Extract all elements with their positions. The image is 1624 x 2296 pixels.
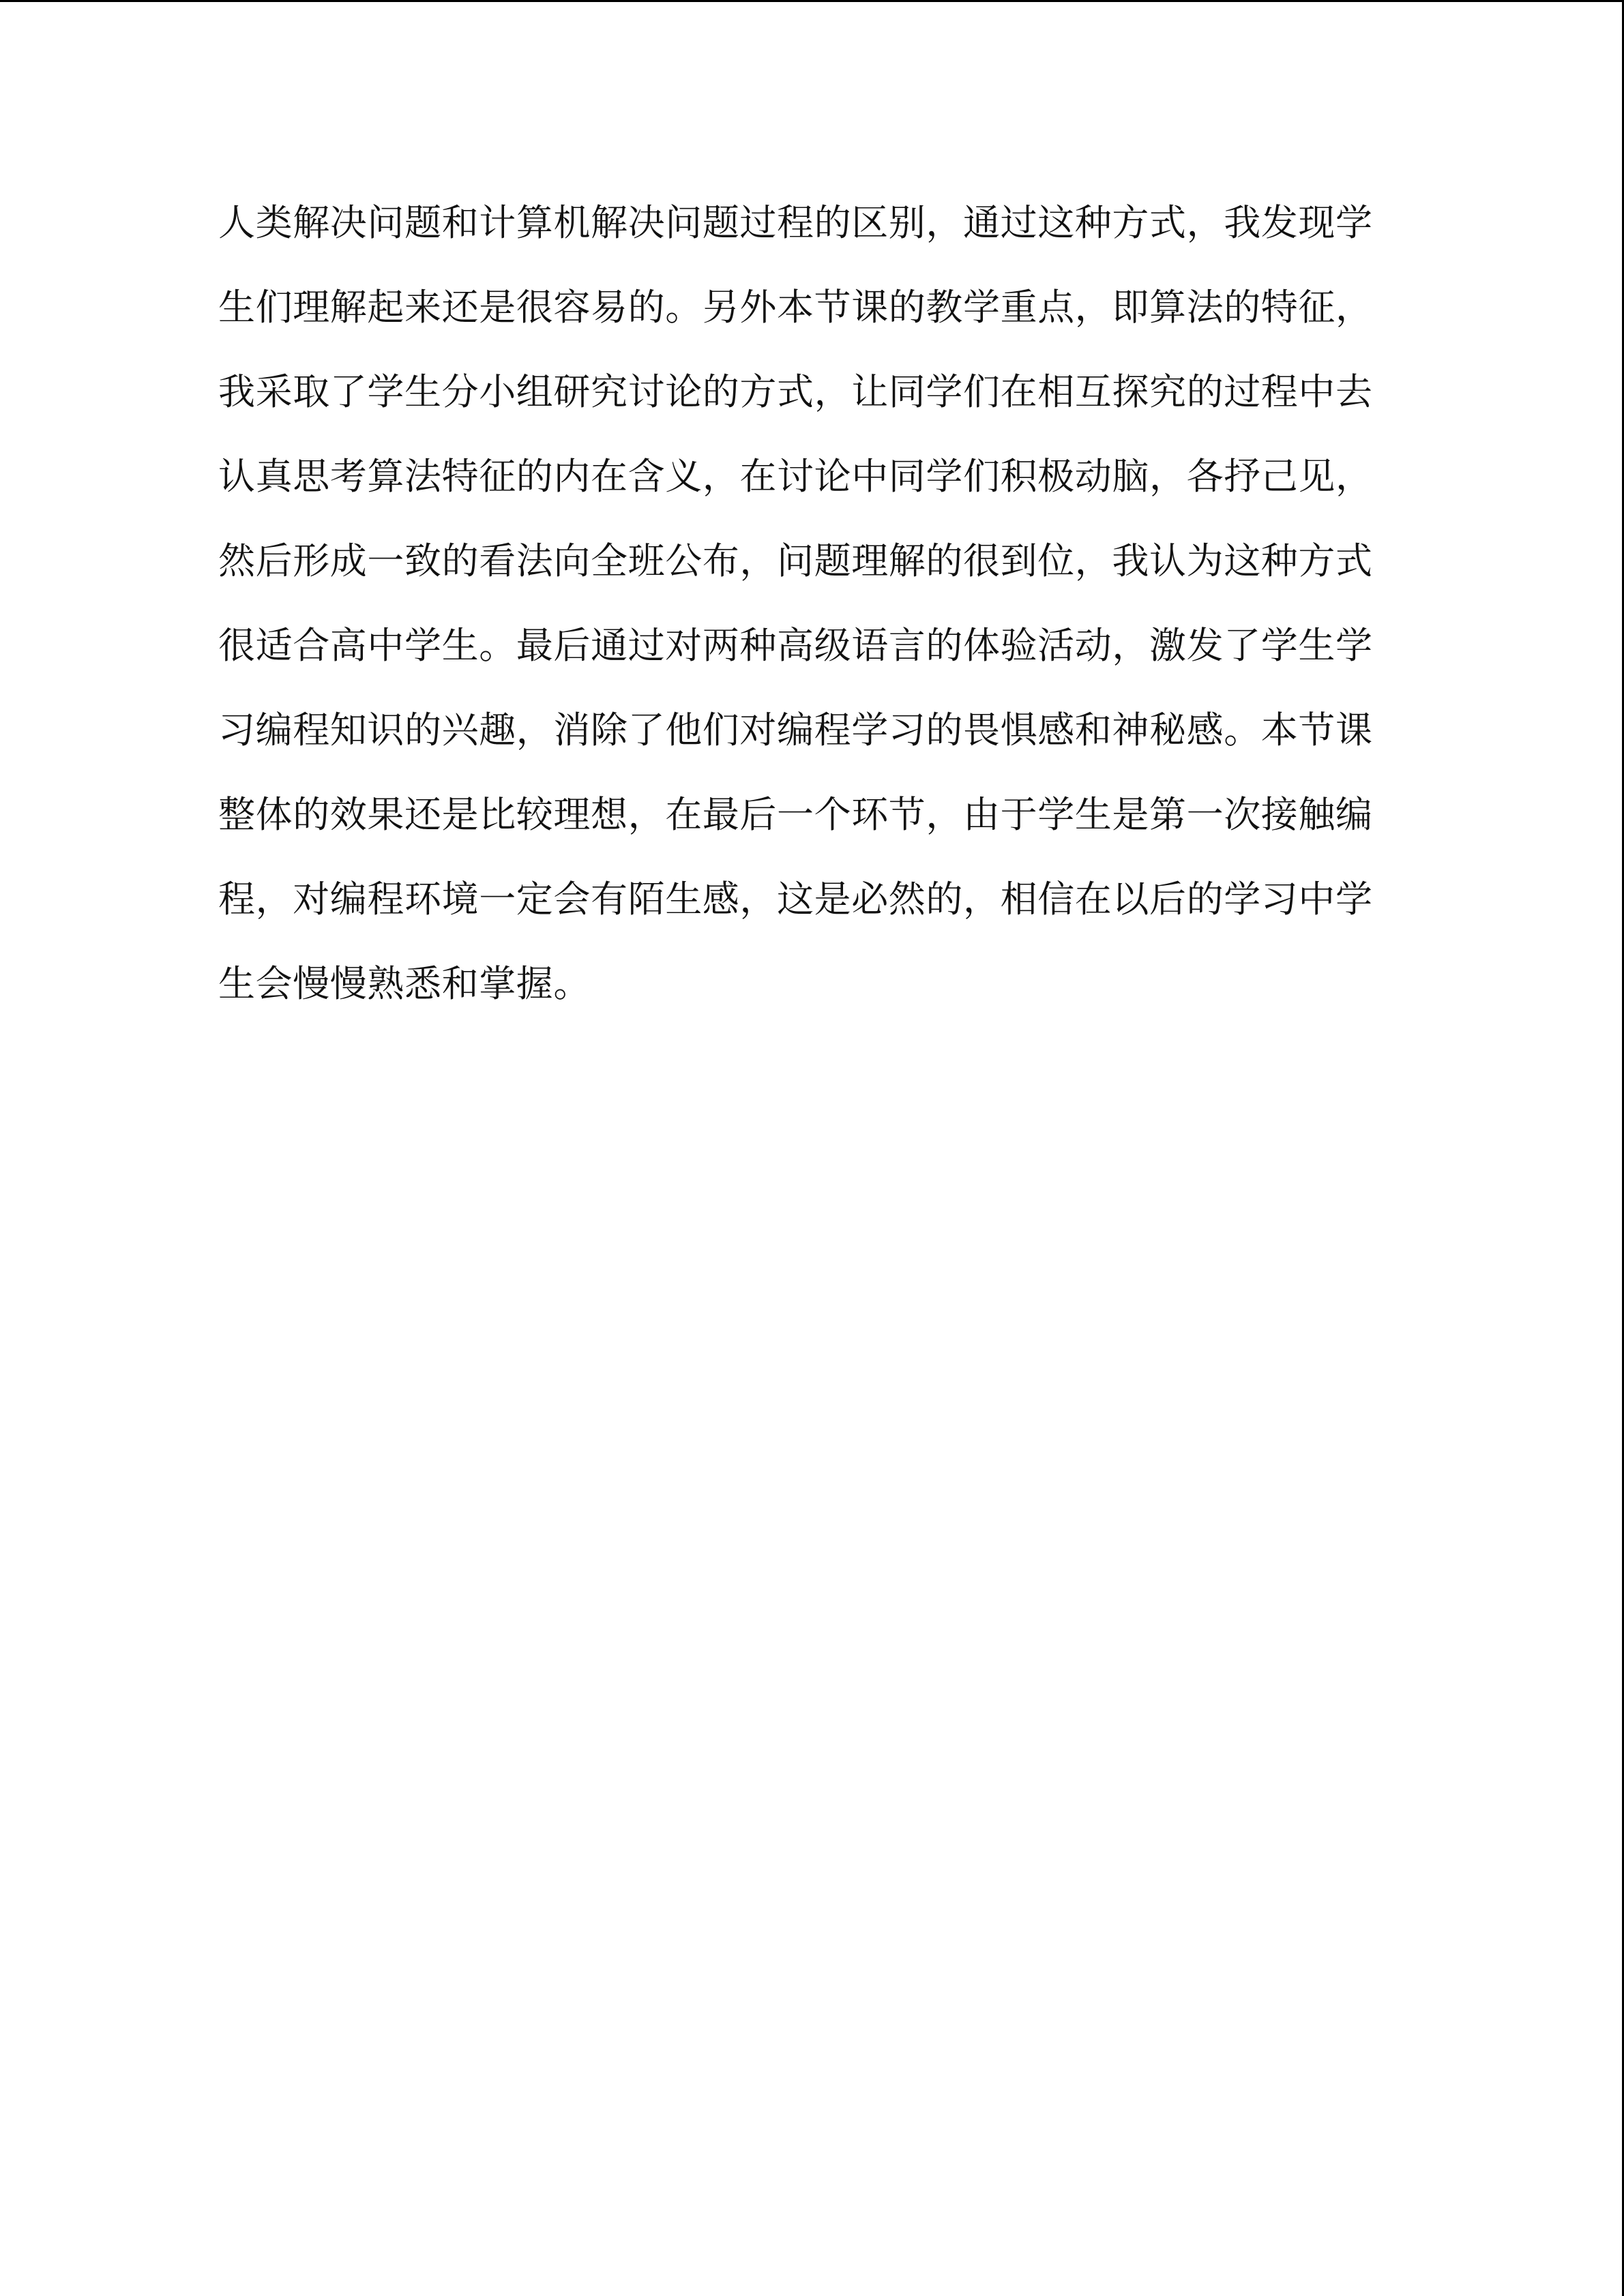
text-line-9: 程，对编程环境一定会有陌生感，这是必然的，相信在以后的学习中学 <box>218 878 1373 921</box>
text-line-1: 人类解决问题和计算机解决问题过程的区别，通过这种方式，我发现学 <box>218 201 1373 244</box>
text-line-10: 生会慢慢熟悉和掌握。 <box>218 962 591 1005</box>
text-line-2: 生们理解起来还是很容易的。另外本节课的教学重点，即算法的特征， <box>218 286 1373 329</box>
body-paragraph <box>218 181 1405 1026</box>
text-line-4: 认真思考算法特征的内在含义，在讨论中同学们积极动脑，各抒己见， <box>218 455 1373 498</box>
text-line-7: 习编程知识的兴趣，消除了他们对编程学习的畏惧感和神秘感。本节课 <box>218 709 1373 751</box>
text-line-3: 我采取了学生分小组研究讨论的方式，让同学们在相互探究的过程中去 <box>218 370 1373 413</box>
text-line-5: 然后形成一致的看法向全班公布，问题理解的很到位，我认为这种方式 <box>218 539 1373 582</box>
text-line-6: 很适合高中学生。最后通过对两种高级语言的体验活动，激发了学生学 <box>218 624 1373 667</box>
text-line-8: 整体的效果还是比较理想，在最后一个环节，由于学生是第一次接触编 <box>218 793 1373 836</box>
